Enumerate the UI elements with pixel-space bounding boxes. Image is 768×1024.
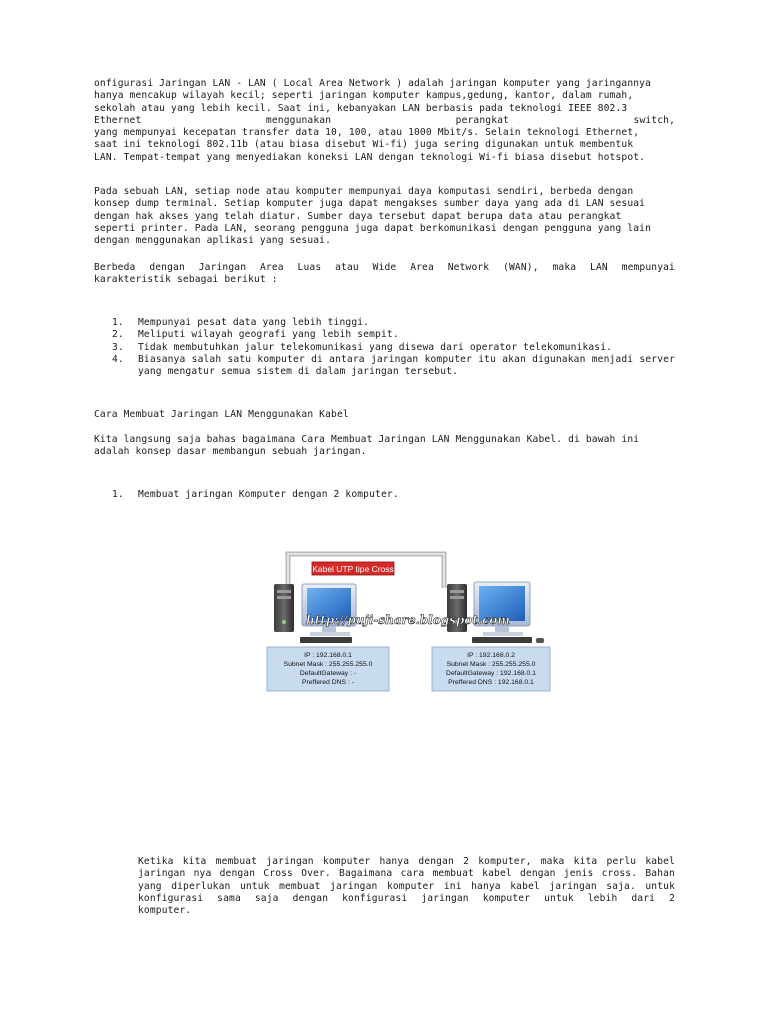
- list-text: Membuat jaringan Komputer dengan 2 komputer.: [138, 489, 399, 500]
- list-item: [112, 354, 675, 379]
- pc2-gateway: DefaultGateway : 192.168.0.1: [446, 670, 536, 677]
- list-text: Mempunyai pesat data yang lebih tinggi.: [138, 317, 370, 328]
- text-line: yang diperlukan untuk membuat jaringan komputer ini hanya kabel jaringan saja. untuk: [138, 880, 675, 892]
- list-item: [112, 342, 675, 354]
- cable-label-text: Kabel UTP tipe Cross: [312, 564, 394, 574]
- list-text: Meliputi wilayah geografi yang lebih sempit.: [138, 329, 399, 341]
- paragraph-5: [138, 856, 675, 917]
- text-line: Pada sebuah LAN, setiap node atau komputer mempunyai daya komputasi sendiri, berbeda dengan: [94, 186, 634, 197]
- text-line: saat ini teknologi 802.11b (atau biasa disebut Wi-fi) juga sering digunakan untuk membentuk: [94, 139, 634, 151]
- text-line: Kita langsung saja bahas bagaimana Cara Membuat Jaringan LAN Menggunakan Kabel. di bawah ini: [94, 434, 640, 445]
- text-line: Berbeda dengan Jaringan Area Luas atau Wide Area Network (WAN), maka LAN mempunyai: [94, 262, 675, 273]
- text-line: dengan menggunakan aplikasi yang sesuai.: [94, 235, 332, 247]
- pc2-dns: Preffered DNS : 192.168.0.1: [448, 679, 534, 686]
- pc2-info-box: [432, 647, 550, 691]
- text-line: yang mempunyai kecepatan transfer data 10, 100, atau 1000 Mbit/s. Selain teknologi Ethernet,: [94, 127, 640, 139]
- list-number: 1.: [112, 317, 124, 328]
- list-item: [112, 489, 675, 501]
- text-line: adalah konsep dasar membangun sebuah jaringan.: [94, 446, 367, 458]
- text-line: sekolah atau yang lebih kecil. Saat ini, kebanyakan LAN berbasis pada teknologi IEEE 802.3: [94, 102, 628, 114]
- text-line: jaringan nya dengan Cross Over. Bagaimana cara membuat kabel dengan jenis cross. Bahan: [138, 868, 675, 880]
- steps-list: [112, 489, 675, 501]
- text-line: LAN. Tempat-tempat yang menyediakan koneksi LAN dengan teknologi Wi-fi biasa disebut hotspot.: [94, 151, 646, 163]
- text-line: komputer.: [138, 905, 192, 917]
- list-number: 3.: [112, 341, 124, 353]
- text-line: Ketika kita membuat jaringan komputer hanya dengan 2 komputer, maka kita perlu kabel: [138, 856, 675, 867]
- watermark-text: http://puji-share.blogspot.com: [305, 613, 511, 627]
- text-line: dengan hak akses yang telah diatur. Sumber daya tersebut dapat berupa data atau perangkat: [94, 210, 622, 222]
- paragraph-4: [94, 434, 675, 459]
- list-number: 2.: [112, 329, 124, 341]
- section-heading: Cara Membuat Jaringan LAN Menggunakan Kabel: [94, 409, 349, 420]
- text-line: onfigurasi Jaringan LAN - LAN ( Local Area Network ) adalah jaringan komputer yang jaringannya: [94, 78, 652, 89]
- paragraph-2: [94, 186, 675, 247]
- cable-label: [312, 562, 394, 575]
- pc1-dns: Preffered DNS : -: [301, 679, 355, 686]
- list-number: 4.: [112, 353, 124, 365]
- text-line: konfigurasi sama saja dengan konfigurasi jaringan komputer untuk lebih dari 2: [138, 892, 675, 904]
- text-line: karakteristik sebagai berikut :: [94, 274, 278, 286]
- pc1-gateway: DefaultGateway : -: [299, 670, 357, 677]
- characteristics-list: [112, 317, 675, 378]
- list-text: Biasanya salah satu komputer di antara jaringan komputer itu akan digunakan menjadi server yang mengatur semua sistem di dalam jaringan tersebut.: [138, 353, 675, 378]
- pc1-mask: Subnet Mask : 255.255.255.0: [283, 661, 373, 668]
- paragraph-3: [94, 262, 675, 287]
- text-line: seperti printer. Pada LAN, seorang pengguna juga dapat berkomunikasi dengan pengguna yang lain: [94, 222, 652, 234]
- list-number: 1.: [112, 489, 124, 500]
- list-item: [112, 329, 675, 341]
- list-item: [112, 317, 675, 329]
- pc2-mask: Subnet Mask : 255.255.255.0: [446, 661, 536, 668]
- network-diagram: [262, 546, 554, 694]
- pc1-ip: IP : 192.168.0.1: [304, 652, 352, 659]
- intro-paragraph: [94, 78, 675, 164]
- text-line: konsep dump terminal. Setiap komputer juga dapat mengakses sumber daya yang ada di LAN sesuai: [94, 198, 646, 210]
- pc2-ip: IP : 192.168.0.2: [467, 652, 515, 659]
- text-line: hanya mencakup wilayah kecil; seperti jaringan komputer kampus,gedung, kantor, dalam rumah,: [94, 90, 634, 102]
- pc1-info-box: [267, 647, 389, 691]
- list-text: Tidak membutuhkan jalur telekomunikasi yang disewa dari operator telekomunikasi.: [138, 341, 613, 353]
- text-line: Ethernet menggunakan perangkat switch,: [94, 114, 675, 126]
